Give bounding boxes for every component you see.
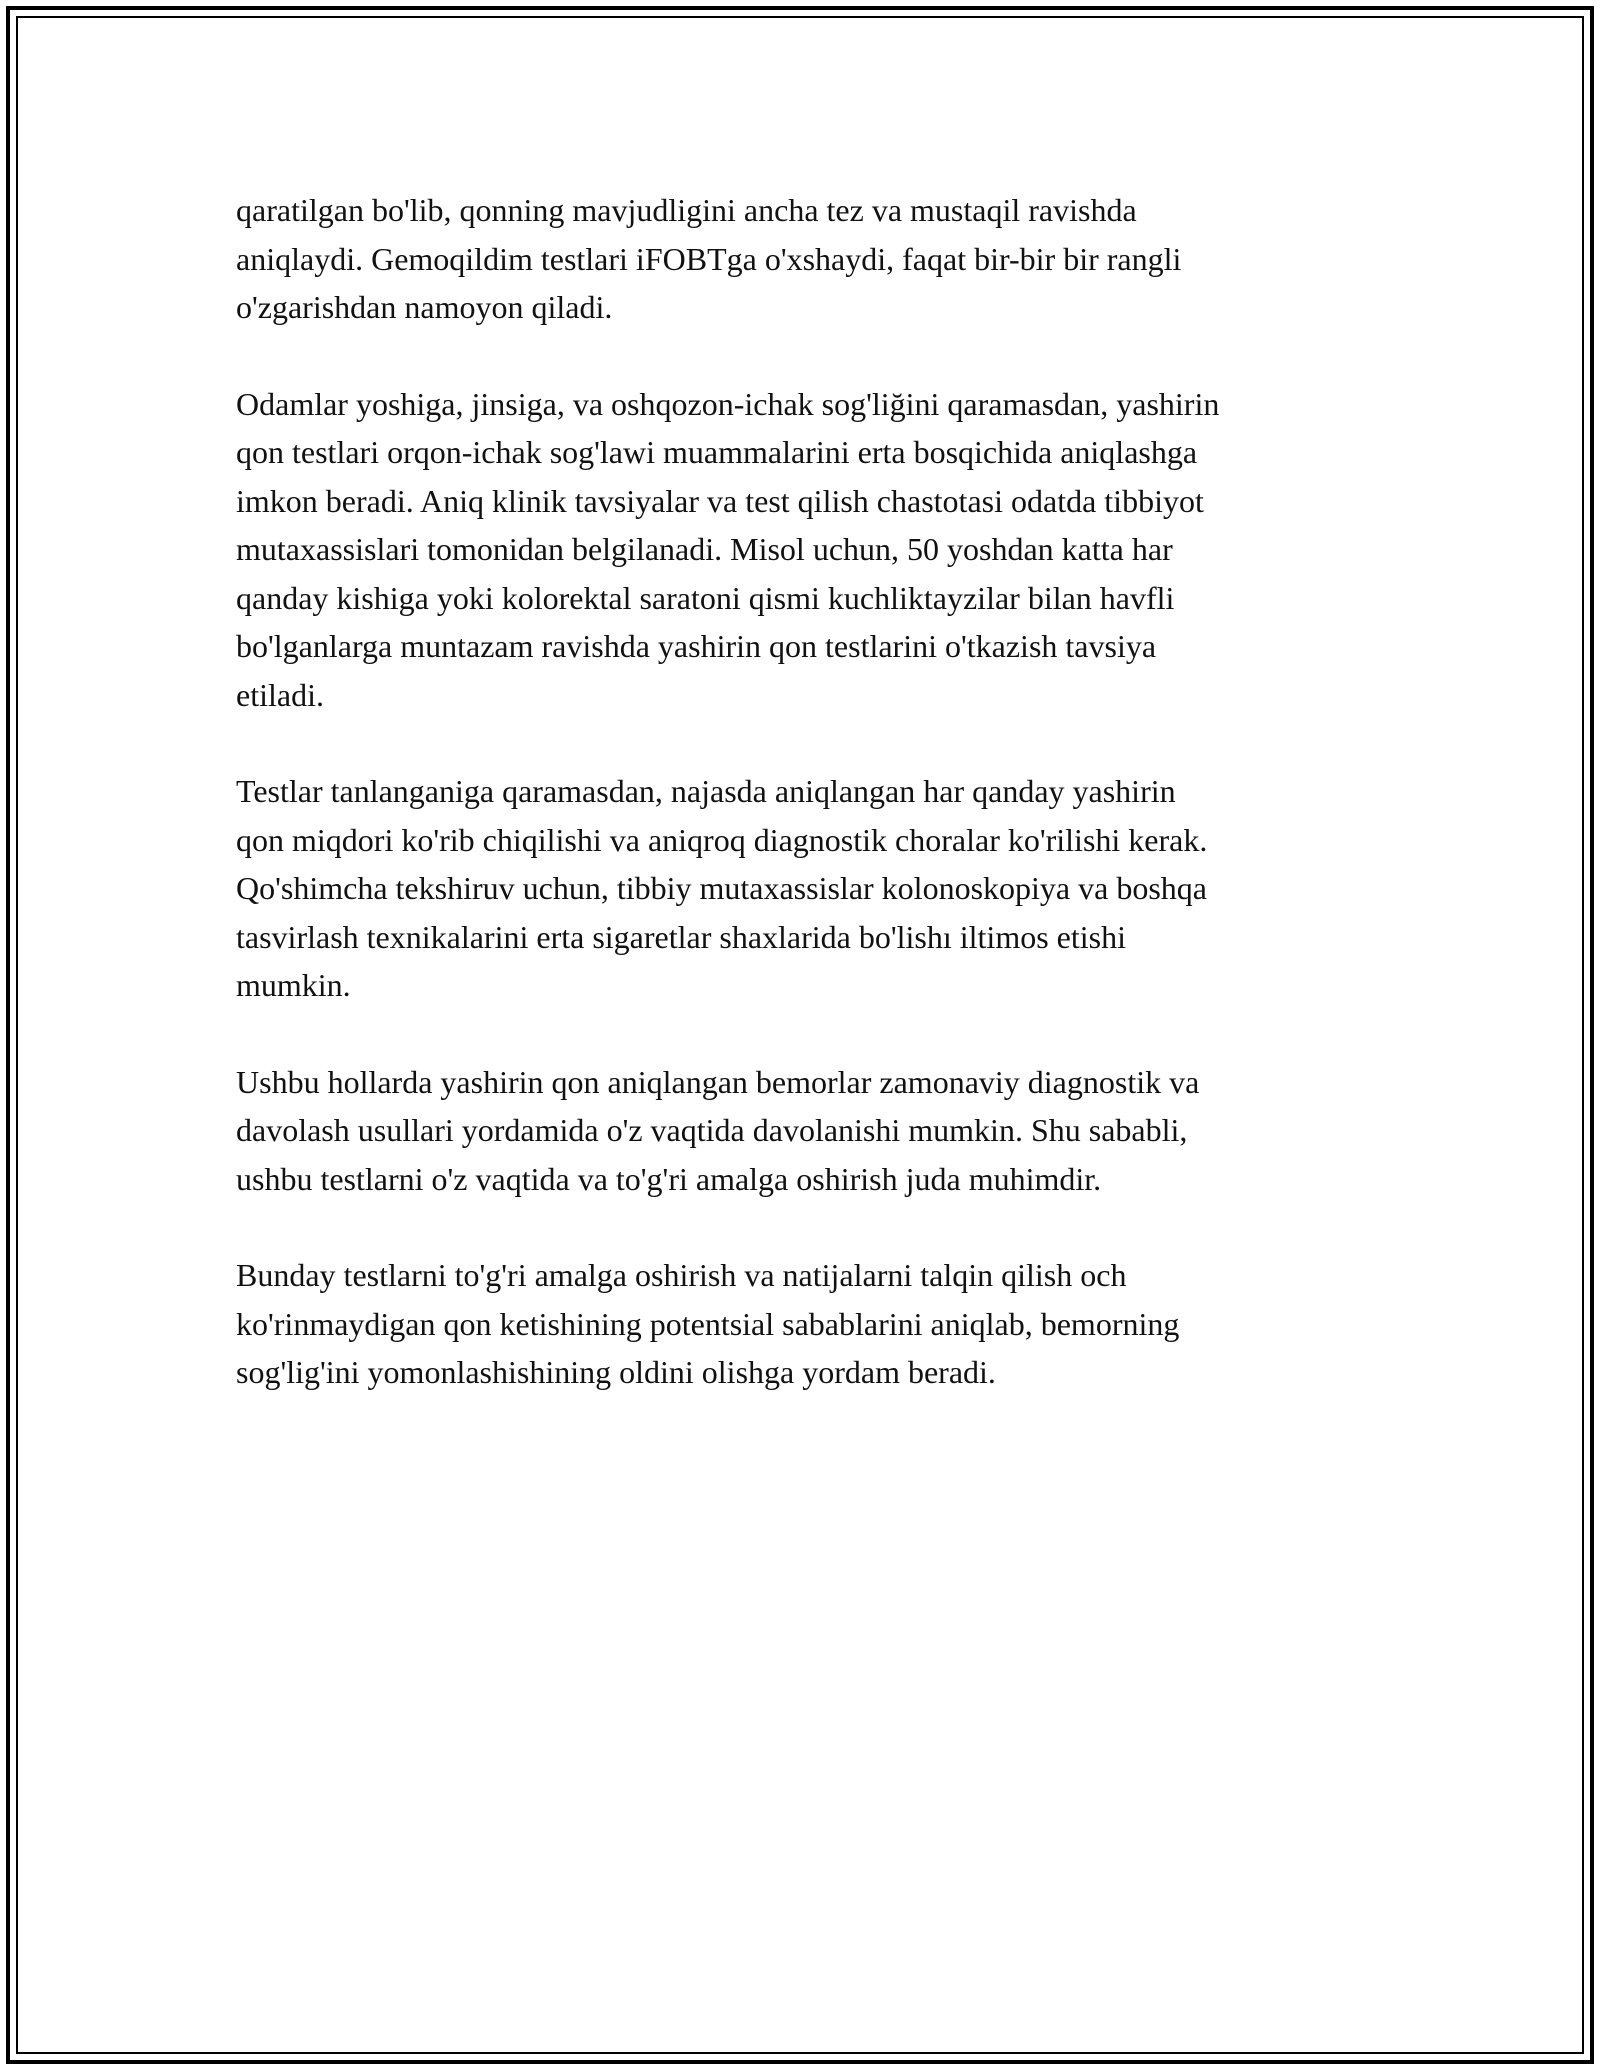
text-line: mumkin. [236,967,351,1003]
text-line: etiladi. [236,676,324,713]
document-body [236,186,1366,1445]
paragraph [236,1251,1366,1397]
text-line: qon testlari orqon-ichak sog'lawi muammalarini erta bosqichida aniqlashga [236,434,1198,470]
text-line: qaratilgan bo'lib, qonning mavjudligini ancha tez va mustaqil ravishda [236,192,1137,228]
text-line: qon miqdori ko'rib chiqilishi va aniqroq diagnostik choralar ko'rilishi kerak. [236,821,1208,858]
text-line: Testlar tanlanganiga qaramasdan, najasda aniqlangan har qanday yashirin [236,773,1176,809]
paragraph [236,1058,1366,1204]
text-line: ko'rinmaydigan qon ketishining potentsial sabablarini aniqlab, bemorning [236,1305,1180,1342]
paragraph [236,186,1366,332]
text-line: sog'lig'ini yomonlashishining oldini olishga yordam beradi. [236,1354,996,1390]
text-line: Ushbu hollarda yashirin qon aniqlangan bemorlar zamonaviy diagnostik va [236,1063,1200,1100]
text-line: aniqlaydi. Gemoqildim testlari iFOBTga o'xshaydi, faqat bir-bir bir rangli [236,240,1182,277]
text-line: davolash usullari yordamida o'z vaqtida davolanishi mumkin. Shu sababli, [236,1112,1188,1148]
text-line: bo'lganlarga muntazam ravishda yashirin qon testlarini o'tkazish tavsiya [236,628,1157,664]
paragraph [236,767,1366,1010]
text-line: qanday kishiga yoki kolorektal saratoni qismi kuchliktayzilar bilan havfli [236,579,1175,616]
paragraph [236,380,1366,720]
text-line: Qo'shimcha tekshiruv uchun, tibbiy mutaxassislar kolonoskopiya va boshqa [236,870,1207,906]
text-line: Bunday testlarni to'g'ri amalga oshirish va natijalarni talqin qilish och [236,1257,1127,1293]
text-line: ushbu testlarni o'z vaqtida va to'g'ri amalga oshirish juda muhimdir. [236,1160,1102,1197]
text-line: mutaxassislari tomonidan belgilanadi. Misol uchun, 50 yoshdan katta har [236,531,1173,567]
text-line: tasvirlash texnikalarini erta sigaretlar shaxlarida bo'lishı iltimos etishi [236,918,1126,955]
text-line: Odamlar yoshiga, jinsiga, va oshqozon-ichak sog'liğini qaramasdan, yashirin [236,385,1220,422]
text-line: imkon beradi. Aniq klinik tavsiyalar va test qilish chastotasi odatda tibbiyot [236,482,1204,519]
text-line: o'zgarishdan namoyon qiladi. [236,289,613,325]
